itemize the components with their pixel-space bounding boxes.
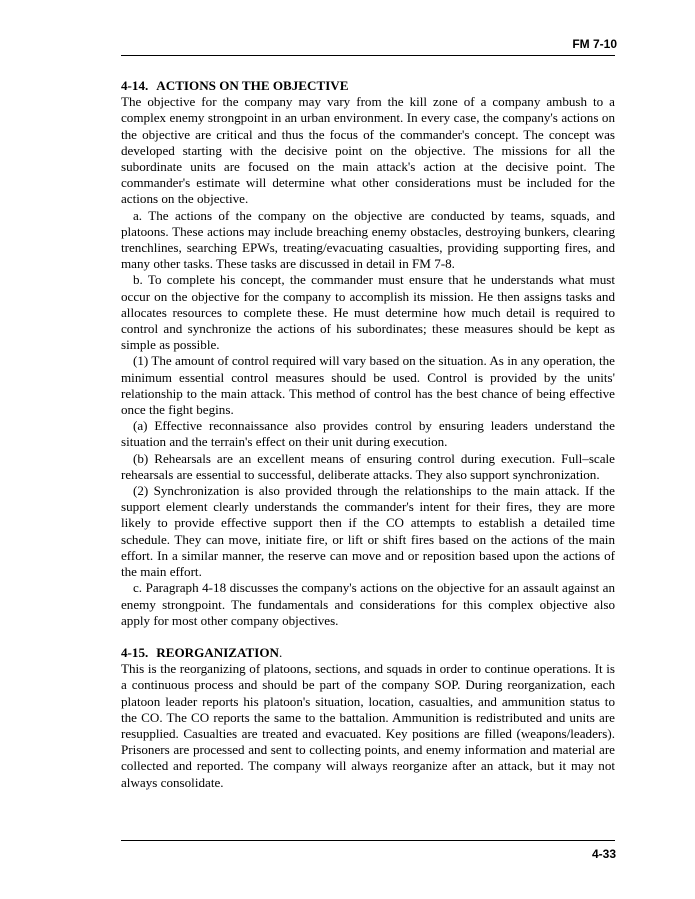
section-actions-on-objective	[121, 78, 615, 629]
paragraph-a: a. The actions of the company on the objective are conducted by teams, squads, and platoons. These actions may include breaching enemy obstacles, destroying bunkers, clearing trenchlines, searching EPWs, treating/evacuating casualties, providing supporting fires, and many other tasks. These tasks are discussed in detail in FM 7-8.	[121, 207, 615, 272]
section-title: ACTIONS ON THE OBJECTIVE	[156, 78, 349, 93]
section-reorganization	[121, 645, 615, 791]
page-content	[121, 78, 615, 791]
paragraph-b-1-a: (a) Effective reconnaissance also provides control by ensuring leaders understand the situation and the terrain's effect on their unit during execution.	[121, 418, 615, 450]
paragraph-b: b. To complete his concept, the commander must ensure that he understands what must occur on the objective for the company to accomplish its mission. He then assigns tasks and allocates resources to complete these. He must determine how much detail is required to control and synchronize the actions of his subordinates; these measures should be kept as simple as possible.	[121, 272, 615, 353]
paragraph-reorganization: This is the reorganizing of platoons, sections, and squads in order to continue operations. It is a continuous process and should be part of the company SOP. During reorganization, each platoon leader reports his platoon's situation, location, casualties, and ammunition status to the CO. The CO reports the same to the battalion. Ammunition is redistributed and units are resupplied. Casualties are treated and evacuated. Key positions are filled (weapons/leaders). Prisoners are processed and sent to collecting points, and enemy information and material are collected and reported. The company will always reorganize after an attack, but it may not always consolidate.	[121, 661, 615, 790]
section-gap	[121, 629, 615, 645]
header-rule	[121, 55, 615, 56]
paragraph-b-1: (1) The amount of control required will vary based on the situation. As in any operation, the minimum essential control measures should be used. Control is provided by the units' relationship to the main attack. This method of control has the best chance of being effective once the fight begins.	[121, 353, 615, 418]
section-title: REORGANIZATION	[156, 644, 279, 660]
paragraph-b-2: (2) Synchronization is also provided through the relationships to the main attack. If the support element clearly understands the commander's intent for their fires, they are more likely to provide effective support then if the CO attempts to establish a detailed time schedule. They can move, initiate fire, or lift or shift fires based on the actions of the main effort. In a similar manner, the reserve can move and or reposition based upon the actions of the main effort.	[121, 483, 615, 580]
section-number: 4-14.	[121, 78, 149, 93]
section-heading	[121, 78, 615, 94]
section-number: 4-15.	[121, 644, 149, 660]
paragraph-b-1-b: (b) Rehearsals are an excellent means of ensuring control during execution. Full–scale rehearsals are essential to successful, deliberate attacks. They also support synchronization.	[121, 450, 615, 482]
footer-rule	[121, 840, 615, 841]
section-title-suffix: .	[279, 644, 283, 660]
paragraph-intro: The objective for the company may vary from the kill zone of a company ambush to a complex enemy strongpoint in an urban environment. In every case, the company's actions on the objective are critical and thus the focus of the commander's concept. The concept was developed starting with the decisive point on the objective. The missions for all the subordinate units are focused on the main attack's action at the decisive point. The commander's estimate will determine what other considerations must be included for the actions on the objective.	[121, 94, 615, 207]
running-head: FM 7-10	[572, 37, 617, 51]
paragraph-c: c. Paragraph 4-18 discusses the company's actions on the objective for an assault against an enemy strongpoint. The fundamentals and considerations for this complex objective also apply for most other company objectives.	[121, 580, 615, 628]
page-number: 4-33	[591, 847, 616, 861]
section-heading	[121, 645, 615, 661]
